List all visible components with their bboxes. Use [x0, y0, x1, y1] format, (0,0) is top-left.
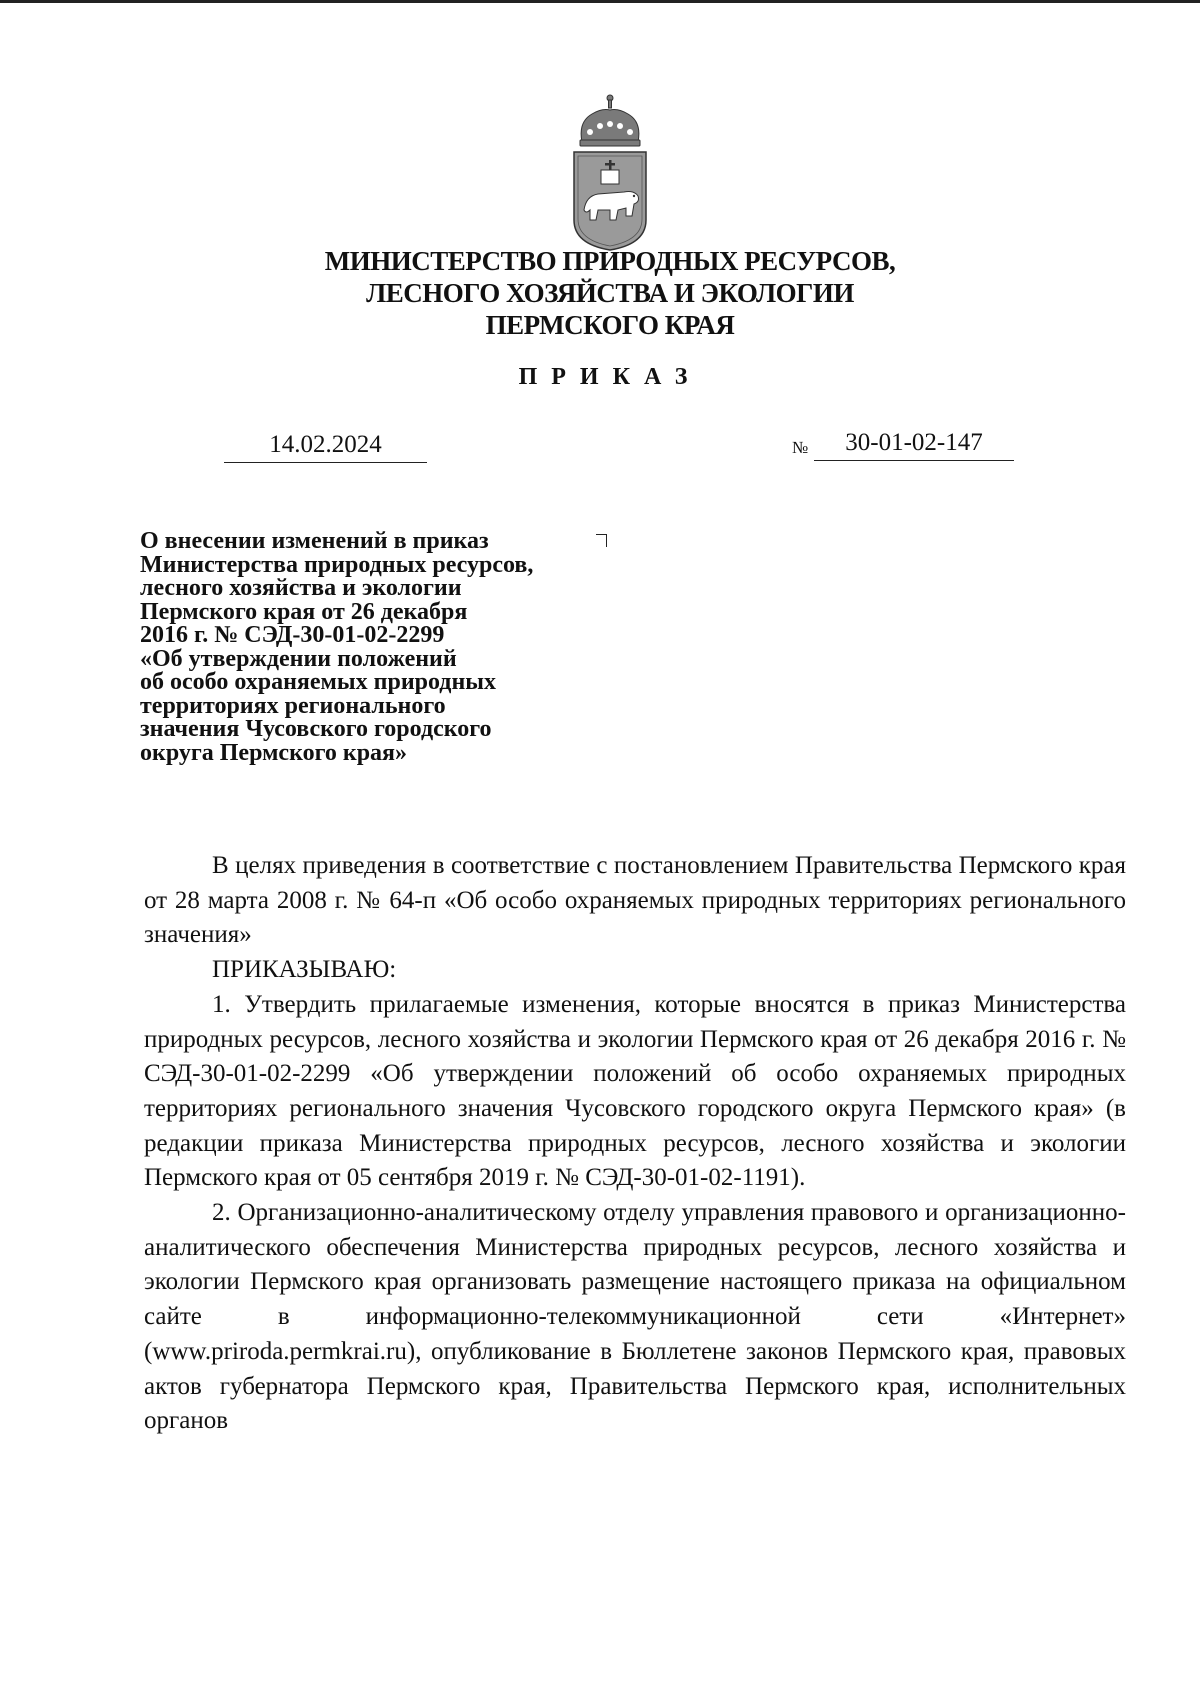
document-subject — [140, 530, 610, 765]
subject-line: лесного хозяйства и экологии — [140, 575, 462, 601]
subject-line: «Об утверждении положений — [140, 645, 457, 672]
subject-line: значения Чусовского городского — [140, 716, 492, 742]
preamble-paragraph: В целях приведения в соответствие с постановлением Правительства Пермского края от 28 марта 2008 г. № 64-п «Об особо охраняемых природных территориях регионального значения» — [144, 852, 1126, 949]
order-item-2: 2. Организационно-аналитическому отделу управления правового и организационно-аналитического обеспечения Министерства природных ресурсов, лесного хозяйства и экологии Пермского края организовать размещение настоящего приказа на официальном сайте в информационно-телекоммуникационной сети «Интернет» (www.priroda.permkrai.ru), опубликование в Бюллетене законов Пермского края, правовых актов губернатора Пермского края, Правительства Пермского края, исполнительных органов — [144, 1199, 1126, 1435]
order-word: ПРИКАЗЫВАЮ: — [212, 956, 397, 984]
number-sign: № — [792, 438, 809, 457]
ministry-name-line: ЛЕСНОГО ХОЗЯЙСТВА И ЭКОЛОГИИ — [366, 278, 854, 308]
order-item-1: 1. Утвердить прилагаемые изменения, которые вносятся в приказ Министерства природных ресурсов, лесного хозяйства и экологии Пермского края от 26 декабря 2016 г. № СЭД-30-01-02-2299 «Об утверждении положений об особо охраняемых природных территориях регионального значения Чусовского городского округа Пермского края» (в редакции приказа Министерства природных ресурсов, лесного хозяйства и экологии Пермского края от 05 сентября 2019 г. № СЭД-30-01-02-1191). — [144, 990, 1126, 1192]
document-number: 30-01-02-147 — [814, 428, 1014, 461]
ministry-name — [200, 245, 1020, 341]
subject-line: Министерства природных ресурсов, — [140, 551, 534, 578]
subject-line: 2016 г. № СЭД-30-01-02-2299 — [140, 622, 445, 648]
subject-line: округа Пермского края» — [140, 739, 408, 766]
document-body — [144, 849, 1126, 1439]
subject-line: Пермского края от 26 декабря — [140, 598, 468, 625]
subject-line: территориях регионального — [140, 692, 446, 719]
scan-top-border — [0, 0, 1200, 3]
ministry-name-line: МИНИСТЕРСТВО ПРИРОДНЫХ РЕСУРСОВ, — [324, 246, 896, 276]
ministry-name-line: ПЕРМСКОГО КРАЯ — [485, 310, 735, 340]
document-date: 14.02.2024 — [224, 430, 427, 463]
subject-line: об особо охраняемых природных — [140, 669, 497, 695]
document-type-heading: ПРИКАЗ — [518, 364, 702, 390]
perm-krai-coat-of-arms-icon — [568, 92, 652, 252]
subject-corner-mark — [596, 534, 607, 547]
subject-line: О внесении изменений в приказ — [140, 528, 489, 554]
